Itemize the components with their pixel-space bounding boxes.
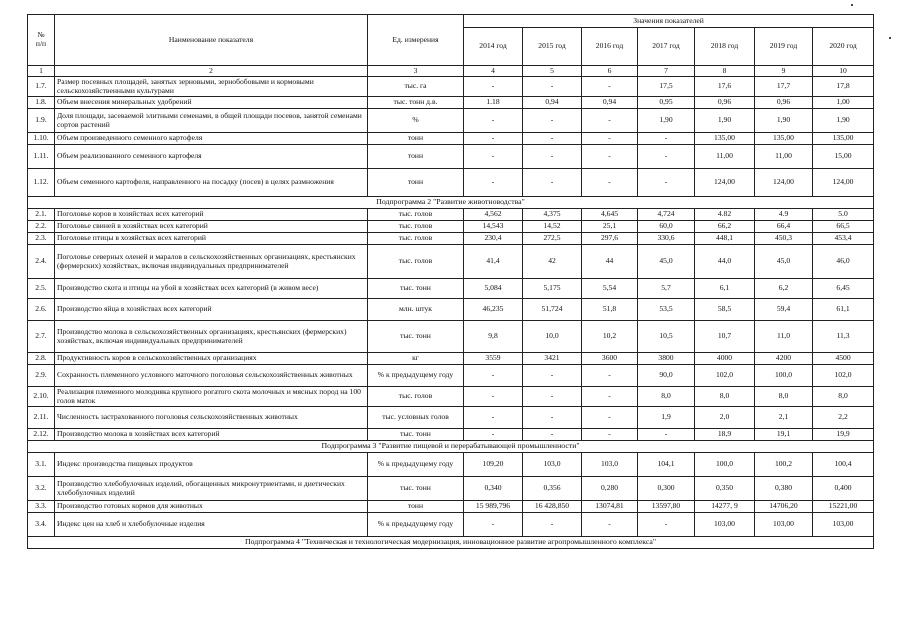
indicator-unit: тыс. голов [368, 209, 464, 221]
value-cell: 2,1 [755, 407, 813, 429]
table-row [28, 299, 874, 321]
table-row [28, 387, 874, 407]
value-cell: 8,0 [755, 387, 813, 407]
indicator-name: Сохранность племенного условного маточного поголовья сельскохозяйственных животных [55, 365, 368, 387]
section-heading-4: Подпрограмма 4 "Техническая и технологическая модернизация, инновационное развитие агропромышленного комплекса" [28, 537, 874, 549]
table-row [28, 209, 874, 221]
value-cell: 10,5 [638, 321, 695, 353]
indicator-name: Объем произведенного семенного картофеля [55, 133, 368, 145]
value-cell: - [638, 429, 695, 441]
scan-speck [889, 37, 891, 39]
column-number: 1 [28, 66, 55, 77]
indicator-unit: тонн [368, 169, 464, 197]
table-row [28, 245, 874, 279]
indicator-unit: тыс. голов [368, 387, 464, 407]
indicator-unit: % к предыдущему году [368, 453, 464, 477]
indicator-name: Индекс производства пищевых продуктов [55, 453, 368, 477]
value-cell: - [582, 77, 638, 97]
indicator-name: Объем семенного картофеля, направленного на посадку (посев) в целях размножения [55, 169, 368, 197]
table-row [28, 407, 874, 429]
value-cell: - [582, 407, 638, 429]
value-cell: 44,0 [695, 245, 755, 279]
value-cell: 17,8 [813, 77, 874, 97]
row-number: 3.4. [28, 513, 55, 537]
value-cell: - [523, 133, 582, 145]
table-row [28, 145, 874, 169]
value-cell: - [464, 429, 523, 441]
value-cell: 5,54 [582, 279, 638, 299]
indicator-unit: млн. штук [368, 299, 464, 321]
value-cell: 2,2 [813, 407, 874, 429]
value-cell: 16 428,850 [523, 501, 582, 513]
indicators-table [27, 14, 874, 549]
value-cell: - [523, 77, 582, 97]
indicator-unit: % [368, 109, 464, 133]
column-number: 10 [813, 66, 874, 77]
table-row [28, 97, 874, 109]
row-number: 2.3. [28, 233, 55, 245]
indicator-unit: тыс. тонн [368, 321, 464, 353]
value-cell: 100,0 [695, 453, 755, 477]
value-cell: 1,90 [755, 109, 813, 133]
value-cell: 109,20 [464, 453, 523, 477]
value-cell: 6,1 [695, 279, 755, 299]
row-number: 1.10. [28, 133, 55, 145]
indicator-unit: тыс. голов [368, 233, 464, 245]
indicator-name: Численность застрахованного поголовья сельскохозяйственных животных [55, 407, 368, 429]
value-cell: 5,175 [523, 279, 582, 299]
indicator-unit: тыс. тонн [368, 477, 464, 501]
value-cell: 0,94 [582, 97, 638, 109]
value-cell: 100,2 [755, 453, 813, 477]
value-cell: 53,5 [638, 299, 695, 321]
value-cell: 3421 [523, 353, 582, 365]
value-cell: - [638, 133, 695, 145]
indicator-name: Доля площади, засеваемой элитными семенами, в общей площади посевов, занятой семенами сортов растений [55, 109, 368, 133]
value-cell: - [523, 387, 582, 407]
indicator-unit: тыс. тонн [368, 279, 464, 299]
table-row [28, 169, 874, 197]
table-row [28, 513, 874, 537]
value-cell: 41,4 [464, 245, 523, 279]
column-number: 7 [638, 66, 695, 77]
row-number: 1.11. [28, 145, 55, 169]
value-cell: 0,350 [695, 477, 755, 501]
header-year: 2014 год [464, 28, 523, 66]
row-number: 2.6. [28, 299, 55, 321]
value-cell: 6,2 [755, 279, 813, 299]
indicator-unit: тонн [368, 145, 464, 169]
value-cell: 5.0 [813, 209, 874, 221]
value-cell: 46,0 [813, 245, 874, 279]
indicator-name: Производство молока в сельскохозяйственных организациях, крестьянских (фермерских) хозяйствах, включая индивидуальных предпринимателей [55, 321, 368, 353]
value-cell: 0,280 [582, 477, 638, 501]
row-number: 1.8. [28, 97, 55, 109]
value-cell: 14,52 [523, 221, 582, 233]
table-row [28, 233, 874, 245]
value-cell: - [582, 169, 638, 197]
indicator-name: Поголовье северных оленей и маралов в сельскохозяйственных организациях, крестьянских (фермерских) хозяйствах, включая индивидуальных предпринимателей [55, 245, 368, 279]
value-cell: 0,95 [638, 97, 695, 109]
value-cell: - [464, 169, 523, 197]
value-cell: 448,1 [695, 233, 755, 245]
value-cell: 1.18 [464, 97, 523, 109]
value-cell: 15,00 [813, 145, 874, 169]
value-cell: 297,6 [582, 233, 638, 245]
value-cell: 13597,80 [638, 501, 695, 513]
value-cell: - [464, 365, 523, 387]
indicator-unit: % к предыдущему году [368, 365, 464, 387]
value-cell: 4.82 [695, 209, 755, 221]
value-cell: 230,4 [464, 233, 523, 245]
header-values: Значения показателей [464, 15, 874, 28]
header-year: 2020 год [813, 28, 874, 66]
value-cell: 100,0 [755, 365, 813, 387]
column-number: 9 [755, 66, 813, 77]
value-cell: - [464, 145, 523, 169]
value-cell: 10,0 [523, 321, 582, 353]
value-cell: 14,543 [464, 221, 523, 233]
value-cell: 17,6 [695, 77, 755, 97]
table-row [28, 133, 874, 145]
value-cell: 103,00 [755, 513, 813, 537]
row-number: 2.9. [28, 365, 55, 387]
value-cell: 3800 [638, 353, 695, 365]
table-row [28, 77, 874, 97]
value-cell: 103,0 [523, 453, 582, 477]
indicator-name: Размер посевных площадей, занятых зерновыми, зернобобовыми и кормовыми сельскохозяйственными культурами [55, 77, 368, 97]
value-cell: - [638, 145, 695, 169]
indicator-name: Производство хлебобулочных изделий, обогащенных микронутриентами, и диетических хлебобулочных изделий [55, 477, 368, 501]
header-number: № п/п [28, 15, 55, 66]
indicator-name: Реализация племенного молодняка крупного рогатого скота молочных и мясных пород на 100 голов маток [55, 387, 368, 407]
table-row [28, 477, 874, 501]
value-cell: 4,724 [638, 209, 695, 221]
table-row [28, 221, 874, 233]
value-cell: 14277, 9 [695, 501, 755, 513]
value-cell: 42 [523, 245, 582, 279]
value-cell: - [582, 365, 638, 387]
value-cell: 1,90 [813, 109, 874, 133]
value-cell: 60,0 [638, 221, 695, 233]
indicator-name: Объем внесения минеральных удобрений [55, 97, 368, 109]
row-number: 2.5. [28, 279, 55, 299]
value-cell: 3600 [582, 353, 638, 365]
value-cell: 51,8 [582, 299, 638, 321]
table-row [28, 109, 874, 133]
value-cell: 4.9 [755, 209, 813, 221]
value-cell: 19,1 [755, 429, 813, 441]
indicator-name: Индекс цен на хлеб и хлебобулочные изделия [55, 513, 368, 537]
value-cell: 450,3 [755, 233, 813, 245]
row-number: 3.2. [28, 477, 55, 501]
value-cell: 0,96 [755, 97, 813, 109]
value-cell: 66,2 [695, 221, 755, 233]
row-number: 1.9. [28, 109, 55, 133]
indicator-unit: тыс. тонн д.в. [368, 97, 464, 109]
value-cell: 102,0 [695, 365, 755, 387]
table-row [28, 353, 874, 365]
value-cell: 124,00 [755, 169, 813, 197]
value-cell: - [464, 407, 523, 429]
value-cell: 272,5 [523, 233, 582, 245]
value-cell: 66,4 [755, 221, 813, 233]
value-cell: 17,7 [755, 77, 813, 97]
value-cell: 19,9 [813, 429, 874, 441]
value-cell: 17,5 [638, 77, 695, 97]
table-row [28, 429, 874, 441]
value-cell: 51,724 [523, 299, 582, 321]
value-cell: 103,00 [813, 513, 874, 537]
value-cell: - [582, 109, 638, 133]
indicator-name: Производство яйца в хозяйствах всех категорий [55, 299, 368, 321]
header-year: 2017 год [638, 28, 695, 66]
indicator-unit: тонн [368, 501, 464, 513]
value-cell: 4000 [695, 353, 755, 365]
row-number: 2.7. [28, 321, 55, 353]
value-cell: 0,300 [638, 477, 695, 501]
indicator-name: Объем реализованного семенного картофеля [55, 145, 368, 169]
indicator-name: Производство молока в хозяйствах всех категорий [55, 429, 368, 441]
row-number: 3.3. [28, 501, 55, 513]
value-cell: 102,0 [813, 365, 874, 387]
value-cell: 0,380 [755, 477, 813, 501]
value-cell: 59,4 [755, 299, 813, 321]
indicator-unit: тыс. голов [368, 221, 464, 233]
value-cell: - [464, 109, 523, 133]
row-number: 2.10. [28, 387, 55, 407]
value-cell: - [523, 513, 582, 537]
value-cell: - [638, 169, 695, 197]
header-year: 2016 год [582, 28, 638, 66]
indicator-unit: кг [368, 353, 464, 365]
value-cell: 453,4 [813, 233, 874, 245]
column-number: 2 [55, 66, 368, 77]
indicator-name: Поголовье птицы в хозяйствах всех категорий [55, 233, 368, 245]
row-number: 2.4. [28, 245, 55, 279]
value-cell: 61,1 [813, 299, 874, 321]
header-indicator-name: Наименование показателя [55, 15, 368, 66]
value-cell: - [582, 429, 638, 441]
value-cell: 1,9 [638, 407, 695, 429]
indicator-unit: тыс. га [368, 77, 464, 97]
header-year: 2015 год [523, 28, 582, 66]
value-cell: 1,00 [813, 97, 874, 109]
value-cell: 46,235 [464, 299, 523, 321]
value-cell: 44 [582, 245, 638, 279]
indicator-name: Продуктивность коров в сельскохозяйственных организациях [55, 353, 368, 365]
value-cell: 1,90 [638, 109, 695, 133]
row-number: 1.7. [28, 77, 55, 97]
header-unit: Ед. измерения [368, 15, 464, 66]
value-cell: 103,00 [695, 513, 755, 537]
value-cell: 10,7 [695, 321, 755, 353]
value-cell: 18,9 [695, 429, 755, 441]
value-cell: 4200 [755, 353, 813, 365]
section-heading-2: Подпрограмма 2 "Развитие животноводства" [28, 197, 874, 209]
indicator-unit: тыс. голов [368, 245, 464, 279]
column-number: 4 [464, 66, 523, 77]
indicator-unit: % к предыдущему году [368, 513, 464, 537]
indicator-name: Производство готовых кормов для животных [55, 501, 368, 513]
value-cell: 10,2 [582, 321, 638, 353]
indicator-name: Поголовье коров в хозяйствах всех категорий [55, 209, 368, 221]
table-row [28, 501, 874, 513]
value-cell: 135,00 [755, 133, 813, 145]
row-number: 2.12. [28, 429, 55, 441]
table-row [28, 321, 874, 353]
value-cell: 4,375 [523, 209, 582, 221]
value-cell: 330,6 [638, 233, 695, 245]
column-number: 5 [523, 66, 582, 77]
value-cell: - [523, 169, 582, 197]
value-cell: 0,400 [813, 477, 874, 501]
value-cell: 11,00 [695, 145, 755, 169]
value-cell: 4,562 [464, 209, 523, 221]
value-cell: 66,5 [813, 221, 874, 233]
value-cell: - [523, 109, 582, 133]
table-row [28, 279, 874, 299]
value-cell: 15 989,796 [464, 501, 523, 513]
column-number: 6 [582, 66, 638, 77]
value-cell: 0,356 [523, 477, 582, 501]
value-cell: 124,00 [695, 169, 755, 197]
value-cell: - [464, 387, 523, 407]
value-cell: 5,084 [464, 279, 523, 299]
value-cell: - [523, 407, 582, 429]
row-number: 2.11. [28, 407, 55, 429]
value-cell: 8,0 [638, 387, 695, 407]
value-cell: - [523, 145, 582, 169]
row-number: 3.1. [28, 453, 55, 477]
value-cell: 135,00 [695, 133, 755, 145]
scan-speck [851, 4, 853, 6]
value-cell: 45,0 [755, 245, 813, 279]
value-cell: 13074,81 [582, 501, 638, 513]
indicator-name: Поголовье свиней в хозяйствах всех категорий [55, 221, 368, 233]
table-row [28, 365, 874, 387]
indicator-unit: тонн [368, 133, 464, 145]
value-cell: 0,340 [464, 477, 523, 501]
value-cell: 8,0 [813, 387, 874, 407]
indicator-unit: тыс. условных голов [368, 407, 464, 429]
value-cell: 9,8 [464, 321, 523, 353]
value-cell: 11,3 [813, 321, 874, 353]
value-cell: 0,94 [523, 97, 582, 109]
section-heading-3: Подпрограмма 3 "Развитие пищевой и перерабатывающей промышленности" [28, 441, 874, 453]
value-cell: 104,1 [638, 453, 695, 477]
value-cell: 4500 [813, 353, 874, 365]
value-cell: 14706,20 [755, 501, 813, 513]
row-number: 2.1. [28, 209, 55, 221]
value-cell: 135,00 [813, 133, 874, 145]
value-cell: - [464, 133, 523, 145]
table-row [28, 453, 874, 477]
value-cell: 5,7 [638, 279, 695, 299]
value-cell: 100,4 [813, 453, 874, 477]
value-cell: 8,0 [695, 387, 755, 407]
value-cell: 11,00 [755, 145, 813, 169]
value-cell: 4,645 [582, 209, 638, 221]
value-cell: 0,96 [695, 97, 755, 109]
value-cell: 124,00 [813, 169, 874, 197]
indicator-unit: тыс. тонн [368, 429, 464, 441]
header-year: 2018 год [695, 28, 755, 66]
value-cell: - [464, 77, 523, 97]
value-cell: - [464, 513, 523, 537]
value-cell: - [582, 513, 638, 537]
header-year: 2019 год [755, 28, 813, 66]
value-cell: - [582, 145, 638, 169]
value-cell: 11,0 [755, 321, 813, 353]
indicator-name: Производство скота и птицы на убой в хозяйствах всех категорий (в живом весе) [55, 279, 368, 299]
value-cell: 15221,00 [813, 501, 874, 513]
value-cell: 45,0 [638, 245, 695, 279]
value-cell: 2,0 [695, 407, 755, 429]
row-number: 1.12. [28, 169, 55, 197]
value-cell: - [638, 513, 695, 537]
row-number: 2.2. [28, 221, 55, 233]
value-cell: - [582, 133, 638, 145]
column-number: 3 [368, 66, 464, 77]
value-cell: 58,5 [695, 299, 755, 321]
value-cell: 103,0 [582, 453, 638, 477]
value-cell: - [523, 365, 582, 387]
value-cell: 1,90 [695, 109, 755, 133]
value-cell: 90,0 [638, 365, 695, 387]
value-cell: - [582, 387, 638, 407]
value-cell: - [523, 429, 582, 441]
value-cell: 25,1 [582, 221, 638, 233]
value-cell: 6,45 [813, 279, 874, 299]
row-number: 2.8. [28, 353, 55, 365]
value-cell: 3559 [464, 353, 523, 365]
column-number: 8 [695, 66, 755, 77]
